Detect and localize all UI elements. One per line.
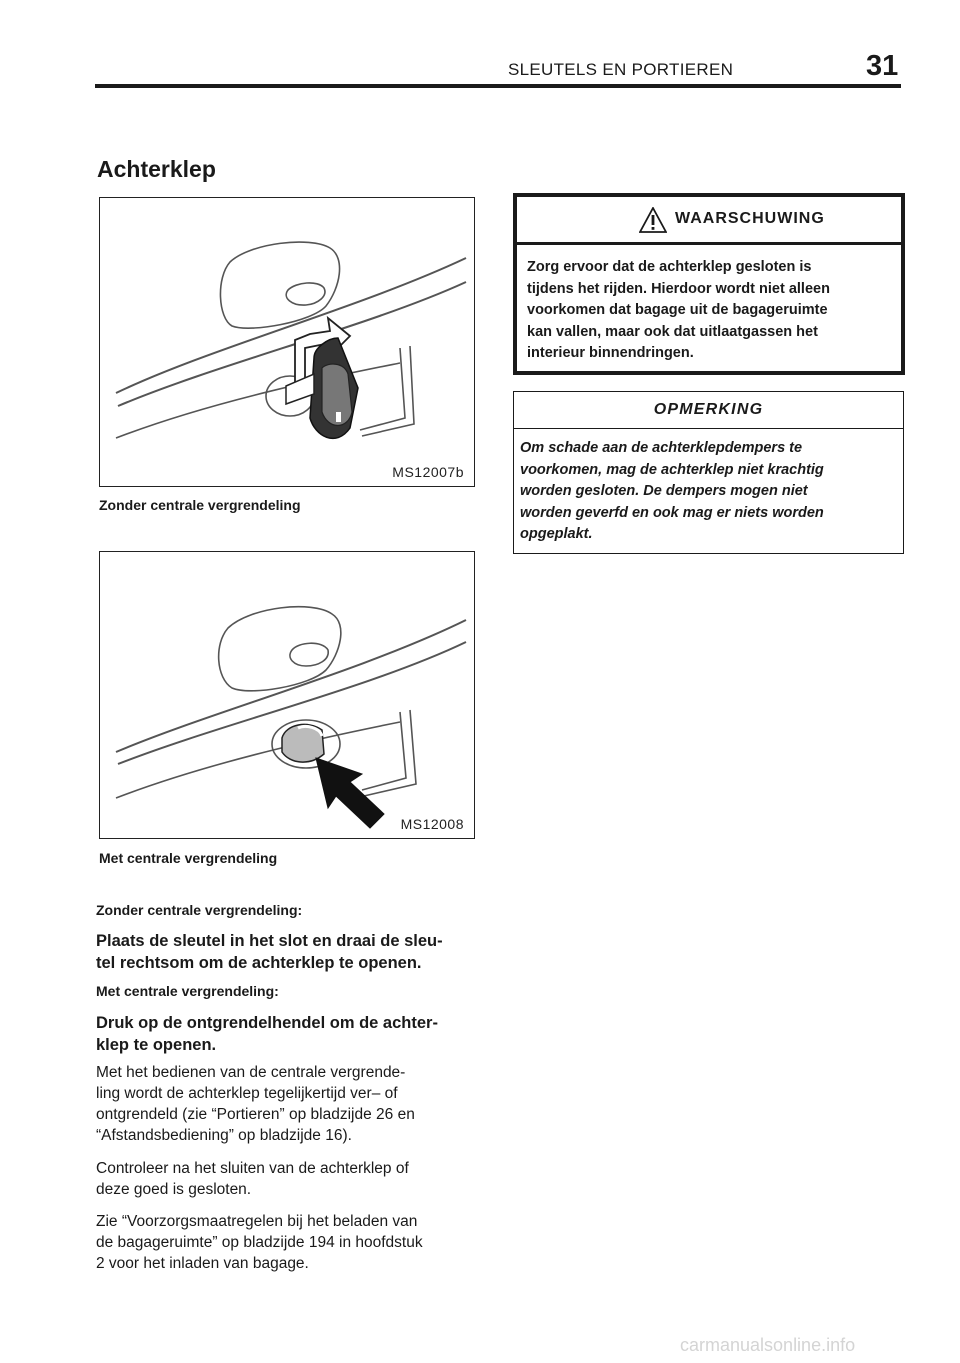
note-title: OPMERKING xyxy=(653,401,764,418)
label-with-central-locking: Met centrale vergrendeling: xyxy=(96,983,279,999)
figure-code: MS12007b xyxy=(392,464,464,480)
warning-header xyxy=(517,197,901,245)
tailgate-handle-illustration xyxy=(100,552,474,838)
watermark: carmanualsonline.info xyxy=(680,1335,856,1355)
figure-central-locking xyxy=(99,551,475,839)
figure-key-lock xyxy=(99,197,475,487)
warning-triangle-icon xyxy=(639,207,667,233)
instruction-with-central-locking: Druk op de ontgrendelhendel om de achter- klep te openen. xyxy=(96,1014,438,1054)
figure-code: MS12008 xyxy=(400,816,464,832)
page-number: 31 xyxy=(866,50,899,82)
warning-text: Zorg ervoor dat de achterklep gesloten is tijdens het rijden. Hierdoor wordt niet alleen voorkomen dat bagage uit de bagageruimte kan vallen, maar ook dat uitlaatgassen het interieur binnendringen. xyxy=(527,259,830,361)
warning-title: WAARSCHUWING xyxy=(675,210,825,227)
label-without-central-locking: Zonder centrale vergrendeling: xyxy=(96,902,303,918)
instruction-without-central-locking: Plaats de sleutel in het slot en draai de sleu- tel rechtsom om de achterklep te openen. xyxy=(96,932,443,972)
note-box xyxy=(513,391,904,554)
section-title: Achterklep xyxy=(97,156,216,182)
paragraph: Zie “Voorzorgsmaatregelen bij het beladen van de bagageruimte” op bladzijde 194 in hoofdstuk 2 voor het inladen van bagage. xyxy=(96,1213,423,1272)
running-header: SLEUTELS EN PORTIEREN xyxy=(508,60,734,79)
paragraph: Met het bedienen van de centrale vergrende- ling wordt de achterklep tegelijkertijd ver– of ontgrendeld (zie “Portieren” op bladzijde 26 en “Afstandsbediening” op bladzijde 16). xyxy=(96,1064,415,1144)
release-handle-icon xyxy=(282,724,324,762)
key-icon xyxy=(286,318,358,438)
header-rule xyxy=(95,84,901,88)
tailgate-key-illustration xyxy=(100,198,474,486)
warning-box xyxy=(513,193,905,375)
note-header xyxy=(514,392,903,429)
figure-caption: Zonder centrale vergrendeling xyxy=(99,497,301,513)
figure-caption: Met centrale vergrendeling xyxy=(99,850,278,866)
paragraph: Controleer na het sluiten van de achterklep of deze goed is gesloten. xyxy=(96,1160,409,1198)
note-text: Om schade aan de achterklepdempers te voorkomen, mag de achterklep niet krachtig worden gesloten. De dempers mogen niet worden geverfd en ook mag er niets worden opgeplakt. xyxy=(520,440,824,542)
